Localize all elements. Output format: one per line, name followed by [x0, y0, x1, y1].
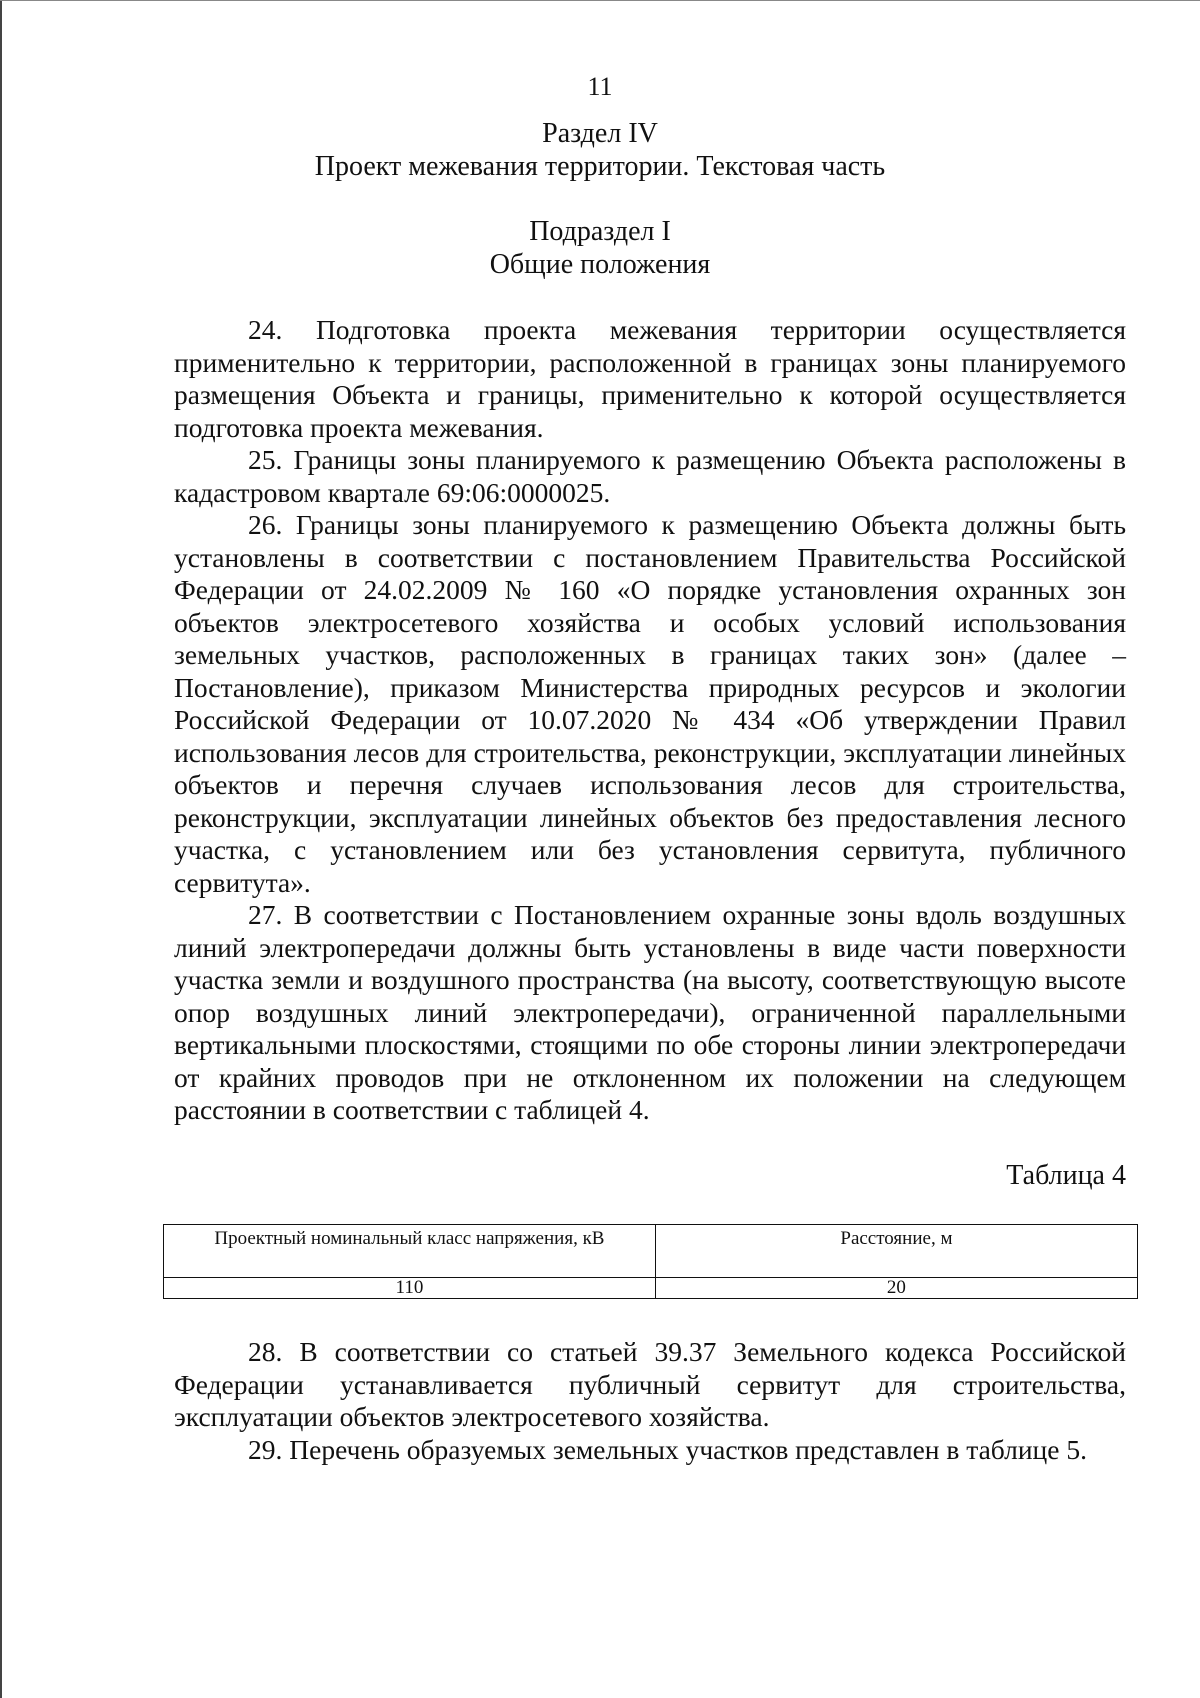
table-header-cell: Расстояние, м [655, 1225, 1137, 1278]
paragraph-25: 25. Границы зоны планируемого к размещению Объекта расположены в кадастровом квартале 69:06:0000025. [174, 444, 1126, 508]
paragraph-26: 26. Границы зоны планируемого к размещению Объекта должны быть установлены в соответствии с постановлением Правительства Российской Федерации от 24.02.2009 № 160 «О порядке установления охранных зон объектов электросетевого хозяйства и особых условий использования земельных участков, расположенных в границах таких зон» (далее – Постановление), приказом Министерства природных ресурсов и экологии Российской Федерации от 10.07.2020 № 434 «Об утверждении Правил использования лесов для строительства, реконструкции, эксплуатации линейных объектов и перечня случаев использования лесов для строительства, реконструкции, эксплуатации линейных объектов без предоставления лесного участка, с установлением или без установления сервитута, публичного сервитута». [174, 509, 1126, 898]
section-title: Раздел IV [542, 118, 658, 149]
table-caption: Таблица 4 [1006, 1160, 1126, 1191]
paragraph-27: 27. В соответствии с Постановлением охранные зоны вдоль воздушных линий электропередачи должны быть установлены в виде части поверхности участка земли и воздушного пространства (на высоту, соответствующую высоте опор воздушных линий электропередачи), ограниченной параллельными вертикальными плоскостями, стоящими по обе стороны линии электропередачи от крайних проводов при не отклоненном их положении на следующем расстоянии в соответствии с таблицей 4. [174, 899, 1126, 1125]
subsection-subtitle: Общие положения [489, 249, 711, 280]
body-text-main [174, 314, 1126, 1127]
table-cell: 110 [164, 1278, 656, 1299]
table-4 [163, 1224, 1138, 1299]
paragraph-24: 24. Подготовка проекта межевания территории осуществляется применительно к территории, расположенной в границах зоны планируемого размещения Объекта и границы, применительно к которой осуществляется подготовка проекта межевания. [174, 314, 1126, 443]
paragraph-28: 28. В соответствии со статьей 39.37 Земельного кодекса Российской Федерации устанавливается публичный сервитут для строительства, эксплуатации объектов электросетевого хозяйства. [174, 1336, 1126, 1432]
section-subtitle: Проект межевания территории. Текстовая часть [314, 151, 886, 182]
paragraph-29: 29. Перечень образуемых земельных участков представлен в таблице 5. [248, 1433, 1087, 1465]
scan-edge-top [0, 0, 1200, 1]
subsection-title: Подраздел I [529, 216, 671, 247]
body-text-after-table [174, 1336, 1126, 1466]
table-cell: 20 [655, 1278, 1137, 1299]
table-row [164, 1278, 1138, 1299]
table-header-cell: Проектный номинальный класс напряжения, кВ [164, 1225, 656, 1278]
table-header-row [164, 1225, 1138, 1278]
page-number: 11 [587, 72, 613, 101]
